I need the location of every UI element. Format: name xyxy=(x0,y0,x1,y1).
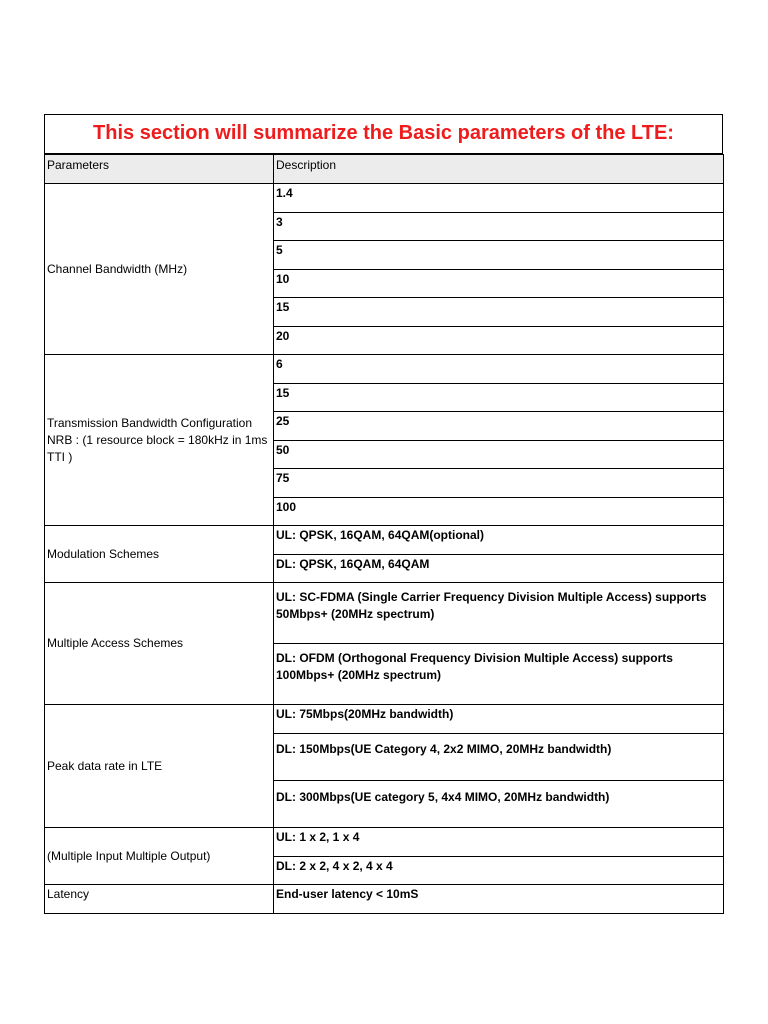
value-cell: DL: OFDM (Orthogonal Frequency Division Multiple Access) supports 100Mbps+ (20MHz spectrum) xyxy=(274,644,724,705)
value-cell: 6 xyxy=(274,355,724,384)
value-cell: 15 xyxy=(274,298,724,327)
value-cell: 1.4 xyxy=(274,184,724,213)
table-row xyxy=(45,526,724,555)
param-multiple-access-schemes: Multiple Access Schemes xyxy=(45,583,274,705)
param-mimo: (Multiple Input Multiple Output) xyxy=(45,828,274,885)
param-modulation-schemes: Modulation Schemes xyxy=(45,526,274,583)
table-row xyxy=(45,355,724,384)
value-cell: 3 xyxy=(274,213,724,241)
lte-parameters-sheet xyxy=(44,114,723,914)
table-row xyxy=(45,885,724,914)
value-cell: UL: SC-FDMA (Single Carrier Frequency Division Multiple Access) supports 50Mbps+ (20MHz spectrum) xyxy=(274,583,724,644)
value-cell: 5 xyxy=(274,241,724,270)
value-cell: DL: QPSK, 16QAM, 64QAM xyxy=(274,555,724,583)
value-cell: UL: 1 x 2, 1 x 4 xyxy=(274,828,724,857)
param-peak-data-rate: Peak data rate in LTE xyxy=(45,705,274,828)
value-cell: UL: 75Mbps(20MHz bandwidth) xyxy=(274,705,724,734)
value-cell: DL: 300Mbps(UE category 5, 4x4 MIMO, 20MHz bandwidth) xyxy=(274,781,724,828)
value-cell: 10 xyxy=(274,270,724,298)
table-row xyxy=(45,583,724,644)
value-cell: 50 xyxy=(274,441,724,469)
value-cell: 20 xyxy=(274,327,724,355)
table-header-row xyxy=(45,155,724,184)
param-channel-bandwidth: Channel Bandwidth (MHz) xyxy=(45,184,274,355)
value-cell: 15 xyxy=(274,384,724,412)
value-cell: DL: 150Mbps(UE Category 4, 2x2 MIMO, 20MHz bandwidth) xyxy=(274,734,724,781)
value-cell: UL: QPSK, 16QAM, 64QAM(optional) xyxy=(274,526,724,555)
sheet-title: This section will summarize the Basic parameters of the LTE: xyxy=(44,114,723,154)
table-row xyxy=(45,705,724,734)
header-description: Description xyxy=(274,155,724,184)
value-cell: DL: 2 x 2, 4 x 2, 4 x 4 xyxy=(274,857,724,885)
table-row xyxy=(45,828,724,857)
value-cell: 75 xyxy=(274,469,724,498)
header-parameters: Parameters xyxy=(45,155,274,184)
table-row xyxy=(45,184,724,213)
value-cell: 100 xyxy=(274,498,724,526)
param-latency: Latency xyxy=(45,885,274,914)
value-cell: End-user latency < 10mS xyxy=(274,885,724,914)
param-transmission-bandwidth: Transmission Bandwidth Configuration NRB : (1 resource block = 180kHz in 1ms TTI ) xyxy=(45,355,274,526)
parameters-table xyxy=(44,154,724,914)
value-cell: 25 xyxy=(274,412,724,441)
